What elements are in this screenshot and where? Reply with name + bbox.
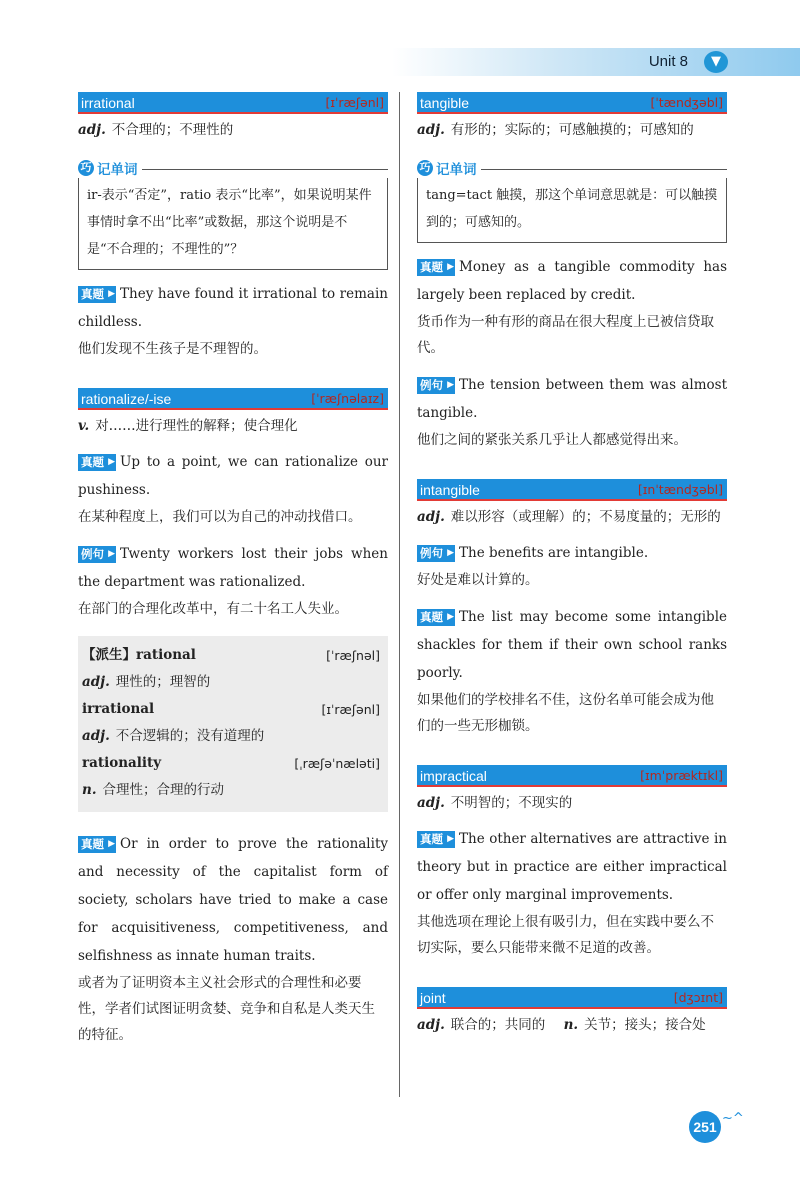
example-sentence	[78, 540, 388, 596]
word-heading	[417, 765, 727, 787]
example-zh: 在部门的合理化改革中，有二十名工人失业。	[78, 601, 348, 617]
part-of-speech: n.	[82, 782, 97, 798]
example-en: The list may become some intangible shackles for them if their own school ranks poorly.	[417, 609, 727, 681]
word-heading	[417, 479, 727, 501]
example-sentence	[417, 539, 727, 567]
word-heading	[78, 92, 388, 114]
example-real	[78, 448, 388, 504]
example-zh: 好处是难以计算的。	[417, 572, 539, 588]
chevron-down-icon: ▼	[704, 51, 728, 73]
word-heading	[417, 987, 727, 1009]
part-of-speech: adj.	[82, 674, 110, 690]
part-of-speech: adj.	[417, 509, 445, 525]
definition-text: 关节；接头；接合处	[584, 1017, 706, 1033]
word-heading	[417, 92, 727, 114]
headword: rationalize/-ise	[81, 391, 172, 407]
example-zh: 其他选项在理论上很有吸引力，但在实践中要么不切实际，要么只能带来微不足道的改善。	[417, 914, 714, 956]
real-exam-tag: 真题 ▶	[417, 609, 455, 626]
bird-icon: ~^	[722, 1111, 744, 1126]
derivation-box	[78, 636, 388, 812]
phonetic: [ɪmˈpræktɪkl]	[640, 768, 723, 783]
memory-tip-box: ir-表示“否定”，ratio 表示“比率”，如果说明某件事情时拿不出“比率”或数据，那这个说明是不是“不合理的；不理性的”？	[78, 178, 388, 270]
phonetic: [ɪˈræʃənl]	[321, 702, 380, 717]
definition-text: 有形的；实际的；可感触摸的；可感知的	[450, 122, 694, 138]
memory-tip-header	[78, 158, 388, 178]
definition	[78, 118, 388, 142]
part-of-speech: adj.	[417, 122, 445, 138]
example-zh: 如果他们的学校排名不佳，这份名单可能会成为他们的一些无形枷锁。	[417, 692, 714, 734]
memory-tip-icon: 巧	[78, 160, 94, 176]
headword: joint	[420, 990, 446, 1006]
phonetic: [ˈræʃnəlaɪz]	[311, 391, 384, 406]
real-exam-tag: 真题 ▶	[78, 286, 116, 303]
example-en: Or in order to prove the rationality and necessity of the capitalist form of society, scholars have tried to make a case for acquisitiveness, competitiveness, and selfishness as innate human traits.	[78, 836, 388, 964]
memory-tip-title: 记单词	[97, 162, 138, 178]
real-exam-tag: 真题 ▶	[417, 831, 455, 848]
derived-word: rational	[136, 647, 196, 663]
memory-tip-title: 记单词	[436, 162, 477, 178]
phonetic: [ˈtændʒəbl]	[650, 95, 723, 110]
definition-text: 对……进行理性的解释；使合理化	[95, 418, 298, 434]
example-en: The benefits are intangible.	[459, 545, 649, 561]
example-en: They have found it irrational to remain childless.	[78, 286, 388, 330]
header-bar	[392, 48, 800, 76]
part-of-speech: adj.	[78, 122, 106, 138]
definition-text: 不合理的；不理性的	[111, 122, 234, 138]
part-of-speech: v.	[78, 418, 90, 434]
phonetic: [ɪˈræʃənl]	[325, 95, 384, 110]
memory-tip-icon: 巧	[417, 160, 433, 176]
left-column	[78, 92, 388, 1048]
part-of-speech: adj.	[417, 1017, 445, 1033]
phonetic: [ɪnˈtændʒəbl]	[637, 482, 723, 497]
example-zh: 他们发现不生孩子是不理智的。	[78, 341, 267, 357]
derivation-label: 【派生】	[82, 647, 136, 663]
example-en: Up to a point, we can rationalize our pushiness.	[78, 454, 388, 498]
real-exam-tag: 真题 ▶	[417, 259, 455, 276]
definition	[417, 1013, 727, 1037]
example-tag: 例句 ▶	[417, 377, 455, 394]
example-en: The tension between them was almost tangible.	[417, 377, 727, 421]
phonetic: [ˈræʃnəl]	[326, 648, 380, 663]
derived-word: irrational	[82, 701, 155, 717]
example-real	[78, 280, 388, 336]
example-en: Money as a tangible commodity has largely been replaced by credit.	[417, 259, 727, 303]
example-tag: 例句 ▶	[78, 546, 116, 563]
headword: irrational	[81, 95, 135, 111]
example-zh: 货币作为一种有形的商品在很大程度上已被信贷取代。	[417, 314, 714, 356]
unit-label: Unit 8	[648, 53, 688, 70]
column-divider	[399, 92, 400, 1097]
example-en: Twenty workers lost their jobs when the department was rationalized.	[78, 546, 388, 590]
definition	[417, 118, 727, 142]
example-sentence	[417, 371, 727, 427]
definition-text: 不合逻辑的；没有道理的	[115, 728, 265, 744]
example-en: The other alternatives are attractive in theory but in practice are either impractical or offer only marginal improvements.	[417, 831, 727, 903]
example-real	[417, 603, 727, 687]
definition	[417, 791, 727, 815]
derived-word: rationality	[82, 755, 162, 771]
definition	[78, 414, 388, 438]
headword: impractical	[420, 768, 487, 784]
part-of-speech: n.	[563, 1017, 579, 1033]
headword: tangible	[420, 95, 470, 111]
definition	[417, 505, 727, 529]
page-number: 251	[689, 1111, 721, 1143]
part-of-speech: adj.	[82, 728, 110, 744]
memory-tip-header	[417, 158, 727, 178]
real-exam-tag: 真题 ▶	[78, 836, 116, 853]
example-real	[78, 830, 388, 970]
real-exam-tag: 真题 ▶	[78, 454, 116, 471]
example-real	[417, 253, 727, 309]
definition-text: 理性的；理智的	[115, 674, 211, 690]
example-zh: 在某种程度上，我们可以为自己的冲动找借口。	[78, 509, 362, 525]
example-tag: 例句 ▶	[417, 545, 455, 562]
example-real	[417, 825, 727, 909]
example-zh: 或者为了证明资本主义社会形式的合理性和必要性，学者们试图证明贪婪、竞争和自私是人类天生的特征。	[78, 975, 375, 1043]
definition-text: 联合的；共同的	[450, 1017, 546, 1033]
word-heading	[78, 388, 388, 410]
memory-tip-box: tang=tact 触摸，那这个单词意思就是：可以触摸到的；可感知的。	[417, 178, 727, 243]
phonetic: [ˌræʃəˈnæləti]	[294, 756, 380, 771]
example-zh: 他们之间的紧张关系几乎让人都感觉得出来。	[417, 432, 687, 448]
definition-text: 难以形容（或理解）的；不易度量的；无形的	[450, 509, 721, 525]
phonetic: [dʒɔɪnt]	[673, 990, 723, 1005]
right-column	[417, 92, 727, 1037]
definition-text: 合理性；合理的行动	[102, 782, 225, 798]
definition-text: 不明智的；不现实的	[450, 795, 573, 811]
part-of-speech: adj.	[417, 795, 445, 811]
headword: intangible	[420, 482, 480, 498]
